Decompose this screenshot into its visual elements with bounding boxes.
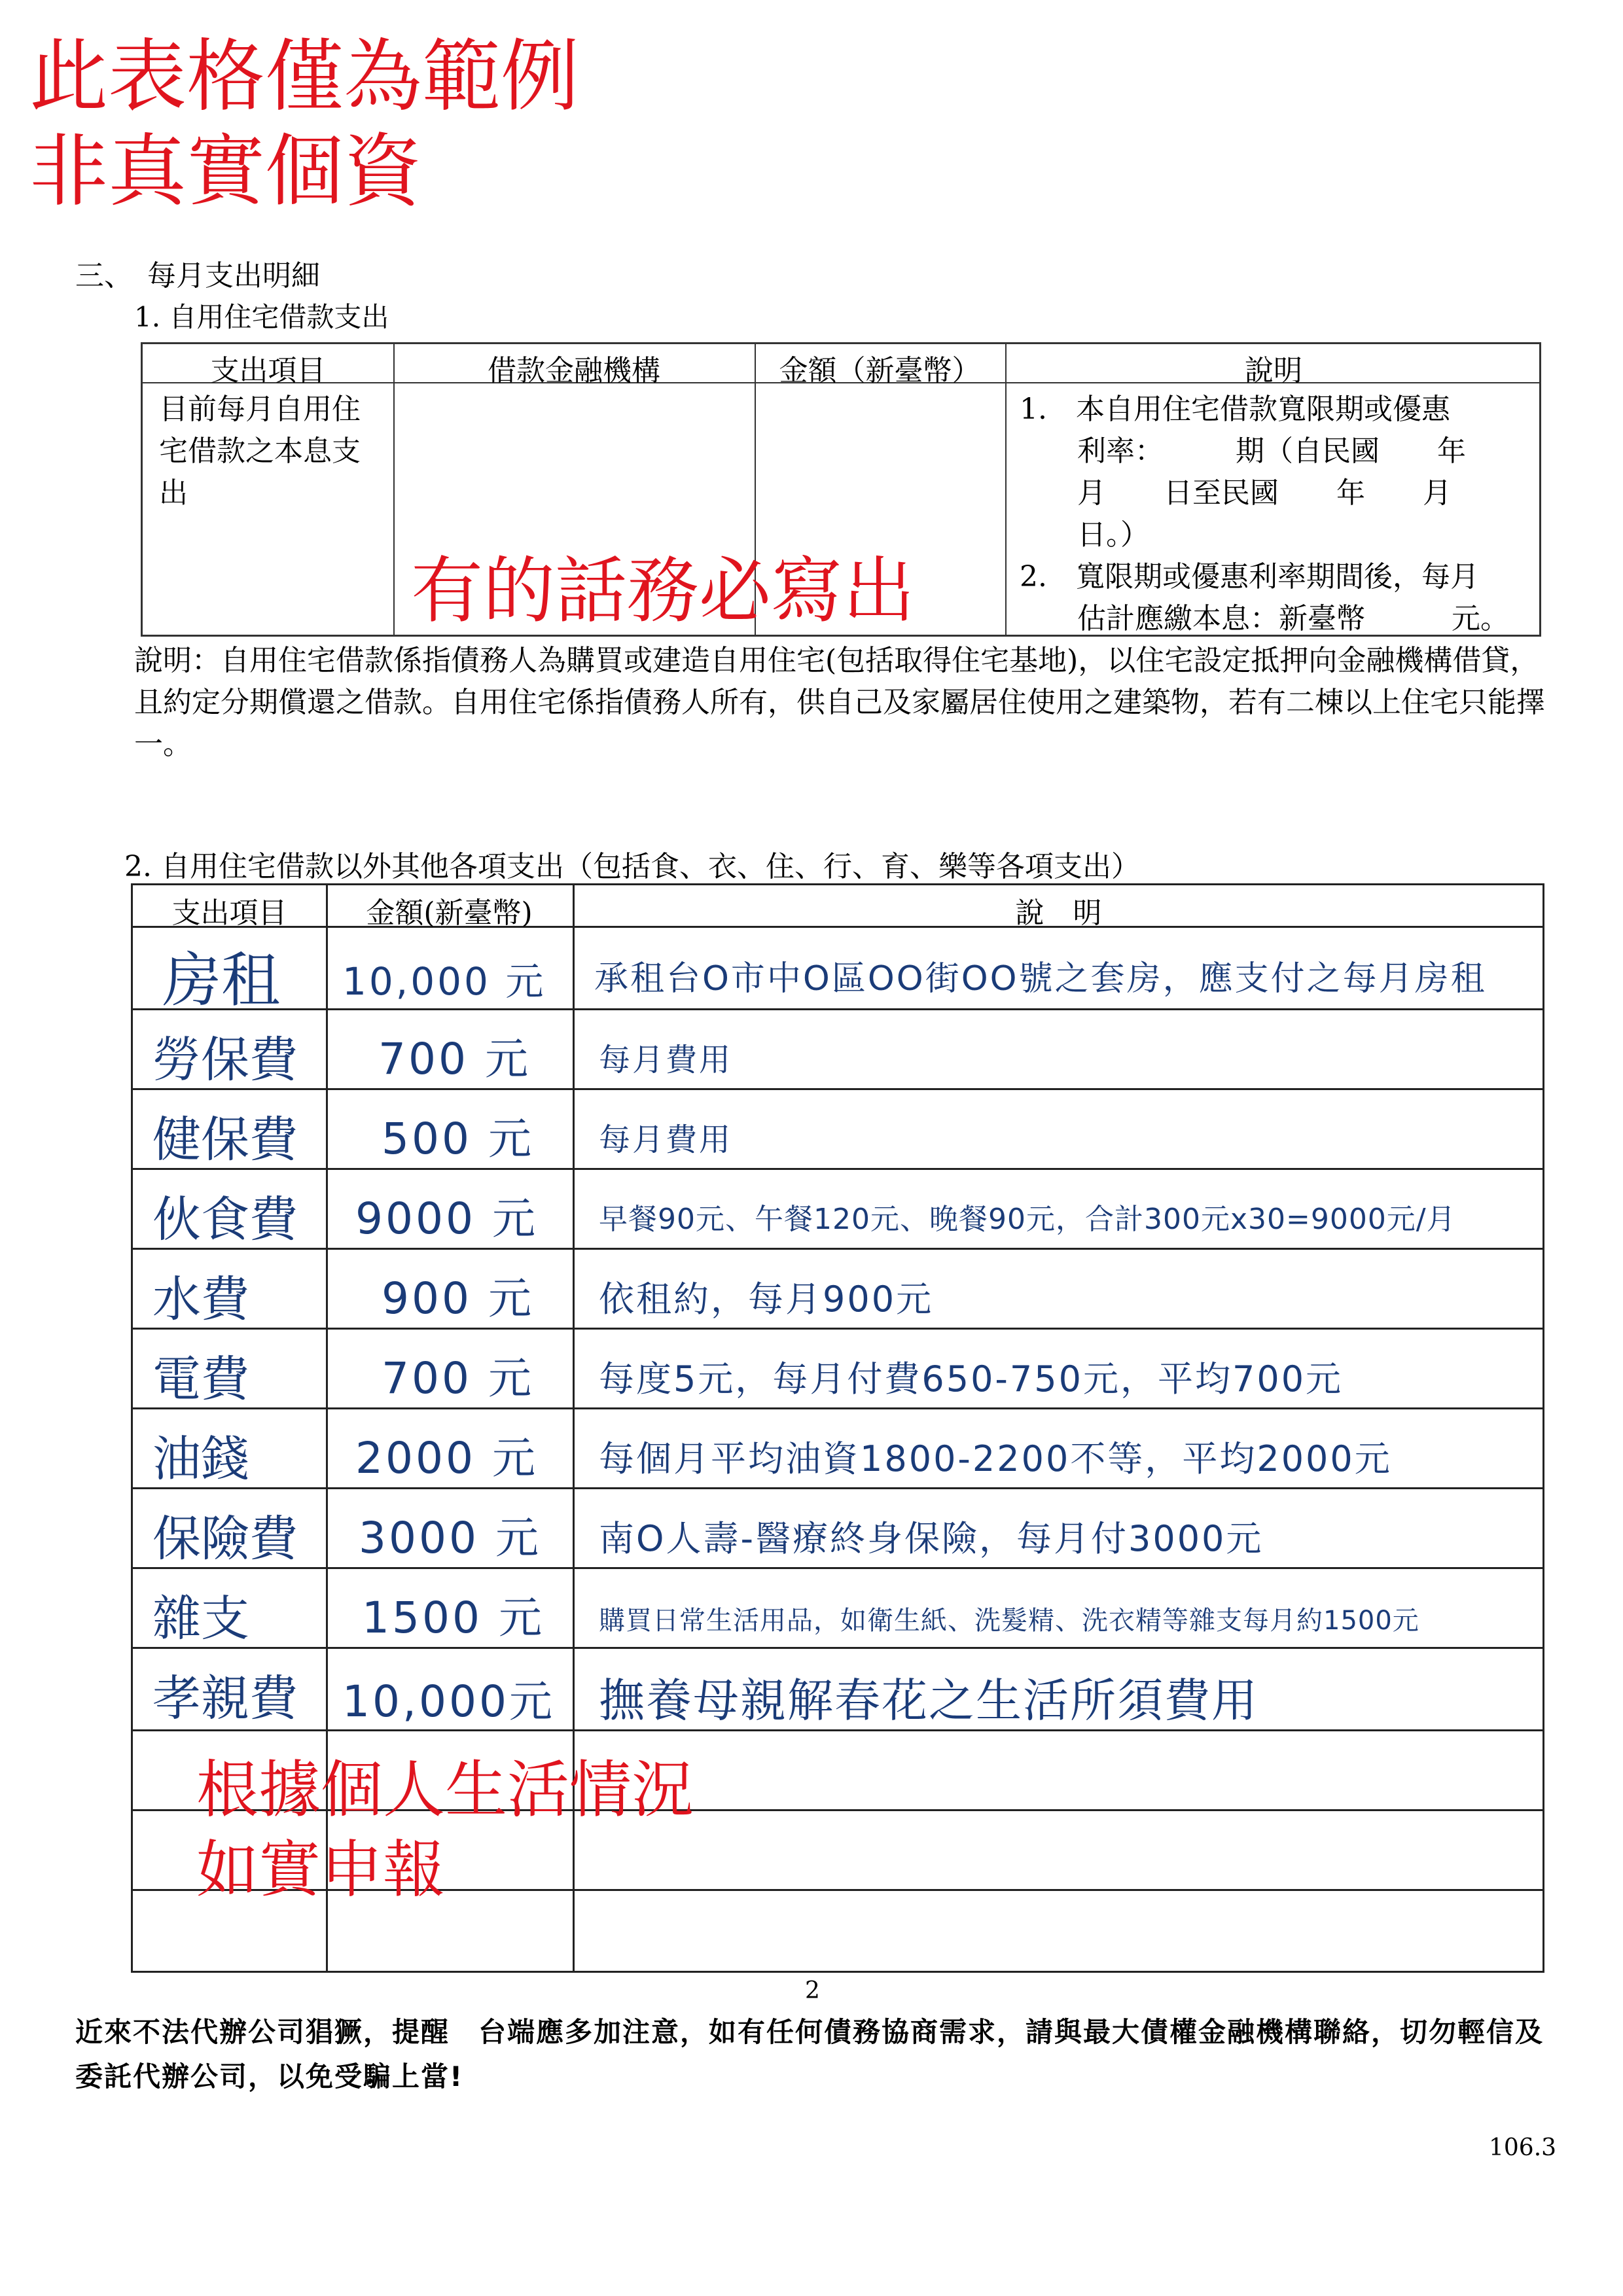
expense-item: 水費 <box>152 1271 249 1328</box>
expense-desc: 每月費用 <box>599 1042 733 1078</box>
form-version: 106.3 <box>1489 2134 1557 2161</box>
table2-header-item: 支出項目 <box>171 896 287 930</box>
expense-desc: 南O人壽-醫療終身保險，每月付3000元 <box>599 1518 1264 1559</box>
expense-amount: 700 元 <box>378 1034 531 1084</box>
expense-item: 健保費 <box>152 1112 298 1168</box>
mortgage-note: 說明：自用住宅借款係指債務人為購買或建造自用住宅(包括取得住宅基地)，以住宅設定抵押向金融機構借貸，且約定分期償還之借款。自用住宅係指債務人所有，供自己及家屬居住使用之建築物，若有二棟以上住宅只能擇一。 <box>134 644 1545 761</box>
expense-desc: 依租約，每月900元 <box>599 1279 934 1320</box>
table1-remark-line: 日。） <box>1020 518 1149 552</box>
stamp-report-truthfully-line2: 如實申報 <box>196 1834 446 1906</box>
expense-item: 房租 <box>162 946 280 1015</box>
table1-remark-line: 月 日至民國 年 月 <box>1020 476 1452 510</box>
expense-amount: 3000 元 <box>359 1513 541 1563</box>
sample-banner-line2: 非真實個資 <box>29 126 422 217</box>
expense-amount: 900 元 <box>382 1273 534 1324</box>
table2-subtitle: 2. 自用住宅借款以外其他各項支出（包括食、衣、住、行、育、樂等各項支出） <box>124 850 1140 883</box>
table1-header-amount: 金額（新臺幣） <box>779 354 981 387</box>
expense-item: 保險費 <box>152 1511 298 1567</box>
expense-desc: 每度5元，每月付費650-750元，平均700元 <box>599 1358 1344 1400</box>
expense-amount: 1500 元 <box>362 1593 544 1643</box>
table1-header-institution: 借款金融機構 <box>488 354 660 387</box>
table1-item-line: 目前每月自用住 <box>159 393 361 426</box>
expense-desc: 承租台O市中O區OO街OO號之套房，應支付之每月房租 <box>594 959 1487 998</box>
expense-item: 伙食費 <box>152 1192 298 1248</box>
expense-desc: 撫養母親解春花之生活所須費用 <box>599 1674 1258 1727</box>
stamp-must-fill: 有的話務必寫出 <box>411 549 915 633</box>
expense-amount: 10,000元 <box>342 1676 555 1727</box>
expense-amount: 2000 元 <box>355 1433 538 1483</box>
page-number: 2 <box>805 1977 820 2004</box>
fraud-warning: 近來不法代辦公司猖獗，提醒 台端應多加注意，如有任何債務協商需求，請與最大債權金融機構聯絡，切勿輕信及委託代辦公司，以免受騙上當! <box>75 2016 1544 2093</box>
table1-remark-line: 2. 寬限期或優惠利率期間後，每月 <box>1020 560 1479 593</box>
expense-desc: 早餐90元、午餐120元、晚餐90元，合計300元x30=9000元/月 <box>599 1203 1456 1236</box>
sample-banner-line1: 此表格僅為範例 <box>29 31 579 122</box>
table1-header-remark: 說明 <box>1245 354 1302 387</box>
expense-item: 孝親費 <box>152 1670 298 1727</box>
section-title: 三、 每月支出明細 <box>75 259 320 292</box>
expense-desc: 購買日常生活用品，如衛生紙、洗髮精、洗衣精等雜支每月約1500元 <box>599 1606 1419 1636</box>
stamp-report-truthfully-line1: 根據個人生活情況 <box>196 1754 694 1826</box>
table1-item-line: 宅借款之本息支 <box>159 434 361 468</box>
expense-amount: 9000 元 <box>355 1193 538 1244</box>
table2-header-amount: 金額(新臺幣) <box>366 896 533 930</box>
expense-item: 電費 <box>152 1351 249 1407</box>
table1-remark-cell <box>1020 389 1537 640</box>
expense-item: 雜支 <box>152 1591 249 1647</box>
table1-item-line: 出 <box>159 476 188 510</box>
table2-header-desc: 說 明 <box>1015 896 1102 930</box>
expense-item: 勞保費 <box>152 1032 298 1088</box>
expense-item: 油錢 <box>152 1431 249 1487</box>
expense-desc: 每月費用 <box>599 1122 733 1158</box>
table1-remark-line: 利率： 期（自民國 年 <box>1020 434 1466 468</box>
table1-item-cell <box>159 389 361 514</box>
expense-amount: 500 元 <box>382 1114 534 1164</box>
expense-desc: 每個月平均油資1800-2200不等，平均2000元 <box>599 1438 1392 1479</box>
table1-remark-line: 1. 本自用住宅借款寬限期或優惠 <box>1020 393 1450 426</box>
table1-header-item: 支出項目 <box>210 354 326 387</box>
expense-amount: 10,000 元 <box>342 959 546 1004</box>
table1-subtitle: 1. 自用住宅借款支出 <box>134 301 389 333</box>
table1-remark-line: 估計應繳本息：新臺幣 元。 <box>1020 602 1509 635</box>
expense-amount: 700 元 <box>382 1353 534 1404</box>
